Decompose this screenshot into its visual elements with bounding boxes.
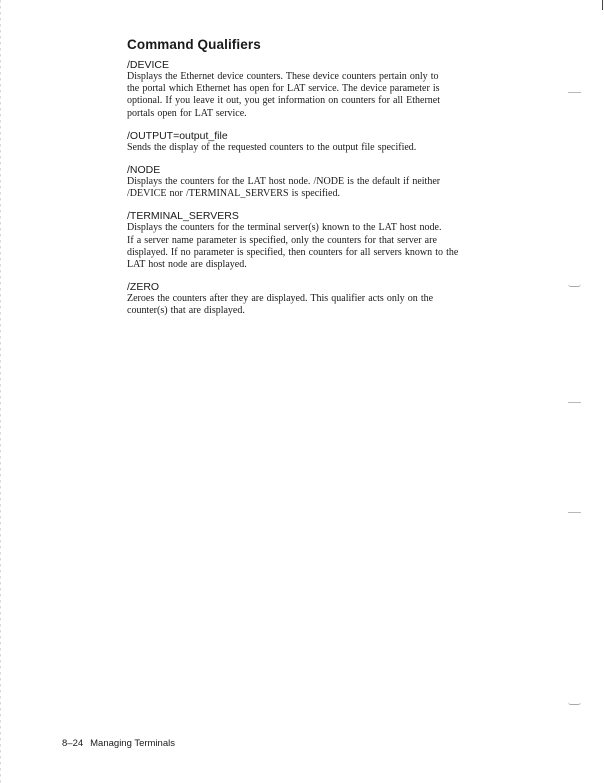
description-line: portals open for LAT service.: [127, 107, 247, 119]
page-footer: [62, 738, 175, 749]
qualifier-zero: [127, 281, 527, 317]
qualifier-list: [127, 59, 527, 328]
qualifier-description: [127, 142, 527, 154]
margin-scan-mark: [568, 284, 581, 287]
qualifier-name: /DEVICE: [127, 59, 170, 71]
description-line: LAT host node are displayed.: [127, 259, 247, 271]
description-line: Zeroes the counters after they are displayed. This qualifier acts only on the: [127, 293, 434, 305]
qualifier-terminal-servers: [127, 210, 527, 271]
qualifier-description: [127, 293, 527, 317]
qualifier-name: /OUTPUT=output_file: [127, 129, 228, 142]
description-line: the portal which Ethernet has open for LAT service. The device parameter is: [127, 83, 440, 95]
description-line: counter(s) that are displayed.: [127, 305, 245, 317]
description-line: Displays the counters for the LAT host node. /NODE is the default if neither: [127, 176, 441, 188]
description-line: Displays the counters for the terminal server(s) known to the LAT host node.: [127, 222, 442, 234]
qualifier-node: [127, 164, 527, 200]
description-line: Displays the Ethernet device counters. These device counters pertain only to: [127, 71, 439, 82]
qualifier-description: [127, 222, 527, 271]
qualifier-description: [127, 71, 527, 120]
description-line: optional. If you leave it out, you get information on counters for all Ethernet: [127, 95, 440, 107]
margin-scan-mark: [568, 702, 581, 705]
right-edge-tick: [602, 0, 603, 10]
qualifier-device: [127, 59, 527, 120]
qualifier-name: /ZERO: [127, 281, 160, 294]
margin-scan-mark: [568, 512, 581, 513]
left-edge-dotted-line: [0, 0, 1, 783]
margin-scan-mark: [568, 92, 581, 93]
description-line: Sends the display of the requested counters to the output file specified.: [127, 141, 417, 153]
section-heading: Command Qualifiers: [127, 37, 261, 52]
qualifier-name: /TERMINAL_SERVERS: [127, 210, 239, 223]
qualifier-output: [127, 130, 527, 154]
chapter-title: Managing Terminals: [90, 738, 175, 749]
description-line: If a server name parameter is specified, only the counters for that server are: [127, 234, 437, 246]
page-number: 8–24: [62, 738, 84, 749]
margin-scan-mark: [568, 402, 581, 403]
qualifier-name: /NODE: [127, 164, 161, 177]
description-line: displayed. If no parameter is specified, then counters for all servers known to the: [127, 246, 459, 258]
qualifier-description: [127, 176, 527, 200]
description-line: /DEVICE nor /TERMINAL_SERVERS is specified.: [127, 188, 340, 200]
